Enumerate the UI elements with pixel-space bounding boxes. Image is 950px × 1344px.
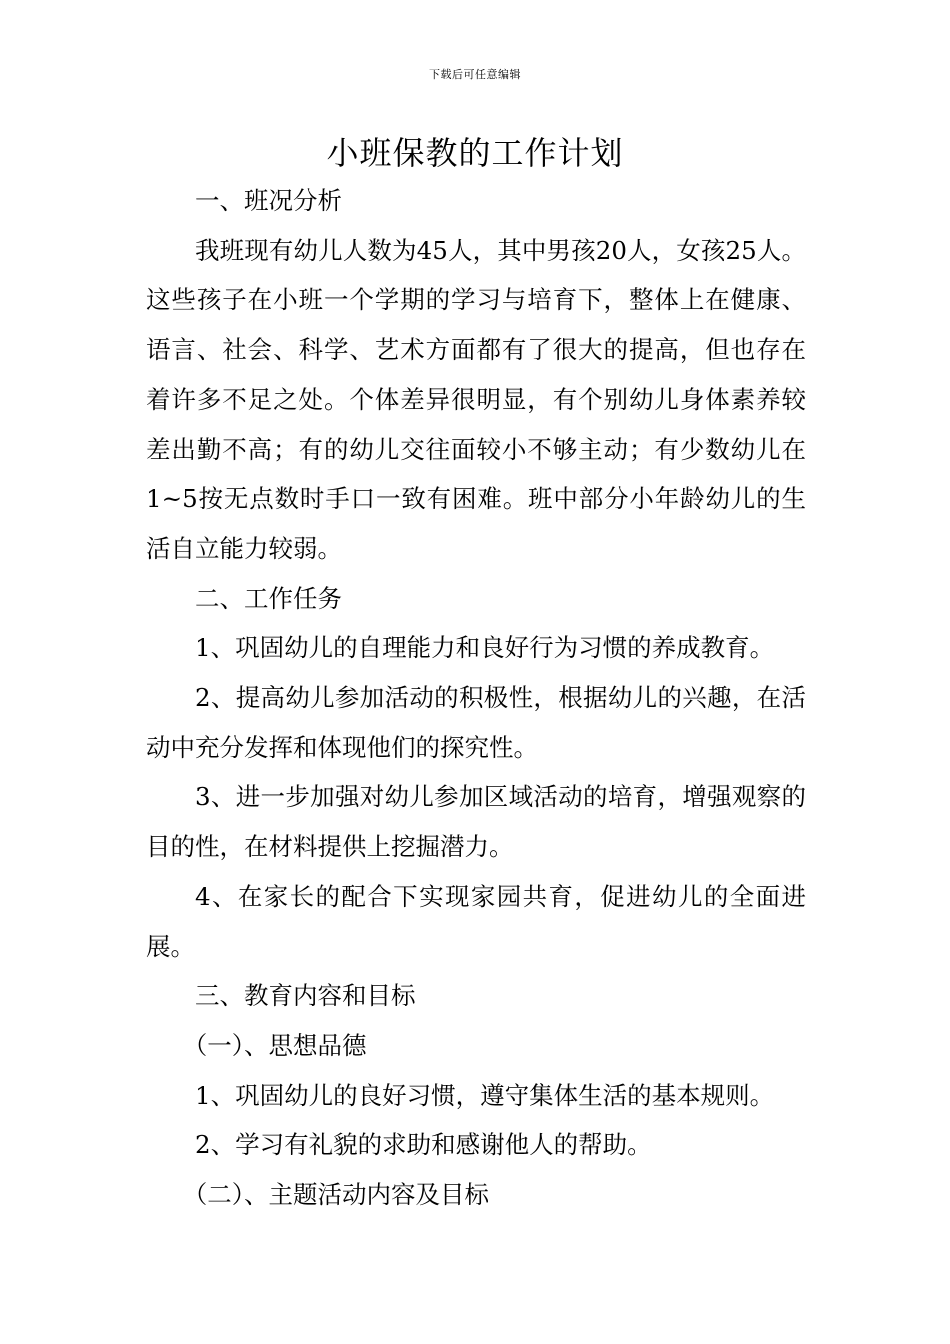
morality-item-1: 1、巩固幼儿的良好习惯，遵守集体生活的基本规则。 xyxy=(195,1080,775,1110)
section-heading-work-tasks: 二、工作任务 xyxy=(195,583,342,613)
morality-item-2: 2、学习有礼貌的求助和感谢他人的帮助。 xyxy=(195,1130,652,1160)
task-item-4: 4、在家长的配合下实现家园共育，促进幼儿的全面进展。 xyxy=(146,881,806,961)
section-heading-class-analysis: 一、班况分析 xyxy=(195,186,342,215)
task-item-1: 1、巩固幼儿的自理能力和良好行为习惯的养成教育。 xyxy=(195,633,775,663)
section-heading-education-content: 三、教育内容和目标 xyxy=(195,981,416,1011)
subsection-heading-morality: （一）、思想品德 xyxy=(182,1030,367,1060)
subsection-heading-theme-activities: （二）、主题活动内容及目标 xyxy=(182,1180,489,1210)
task-item-2: 2、提高幼儿参加活动的积极性，根据幼儿的兴趣，在活动中充分发挥和体现他们的探究性。 xyxy=(146,683,806,762)
document-title: 小班保教的工作计划 xyxy=(326,134,624,172)
document-body xyxy=(146,176,806,1220)
page-header-note: 下载后可任意编辑 xyxy=(429,68,521,81)
paragraph-class-analysis: 我班现有幼儿人数为45人，其中男孩20人，女孩25人。这些孩子在小班一个学期的学习与培育下，整体上在健康、语言、社会、科学、艺术方面都有了很大的提高，但也存在着许多不足之处。个体差异很明显，有个别幼儿身体素养较差出勤不高；有的幼儿交往面较小不够主动；有少数幼儿在1~5按无点数时手口一致有困难。班中部分小年龄幼儿的生活自立能力较弱。 xyxy=(146,235,806,563)
task-item-3: 3、进一步加强对幼儿参加区域活动的培育，增强观察的目的性，在材料提供上挖掘潜力。 xyxy=(146,782,806,862)
